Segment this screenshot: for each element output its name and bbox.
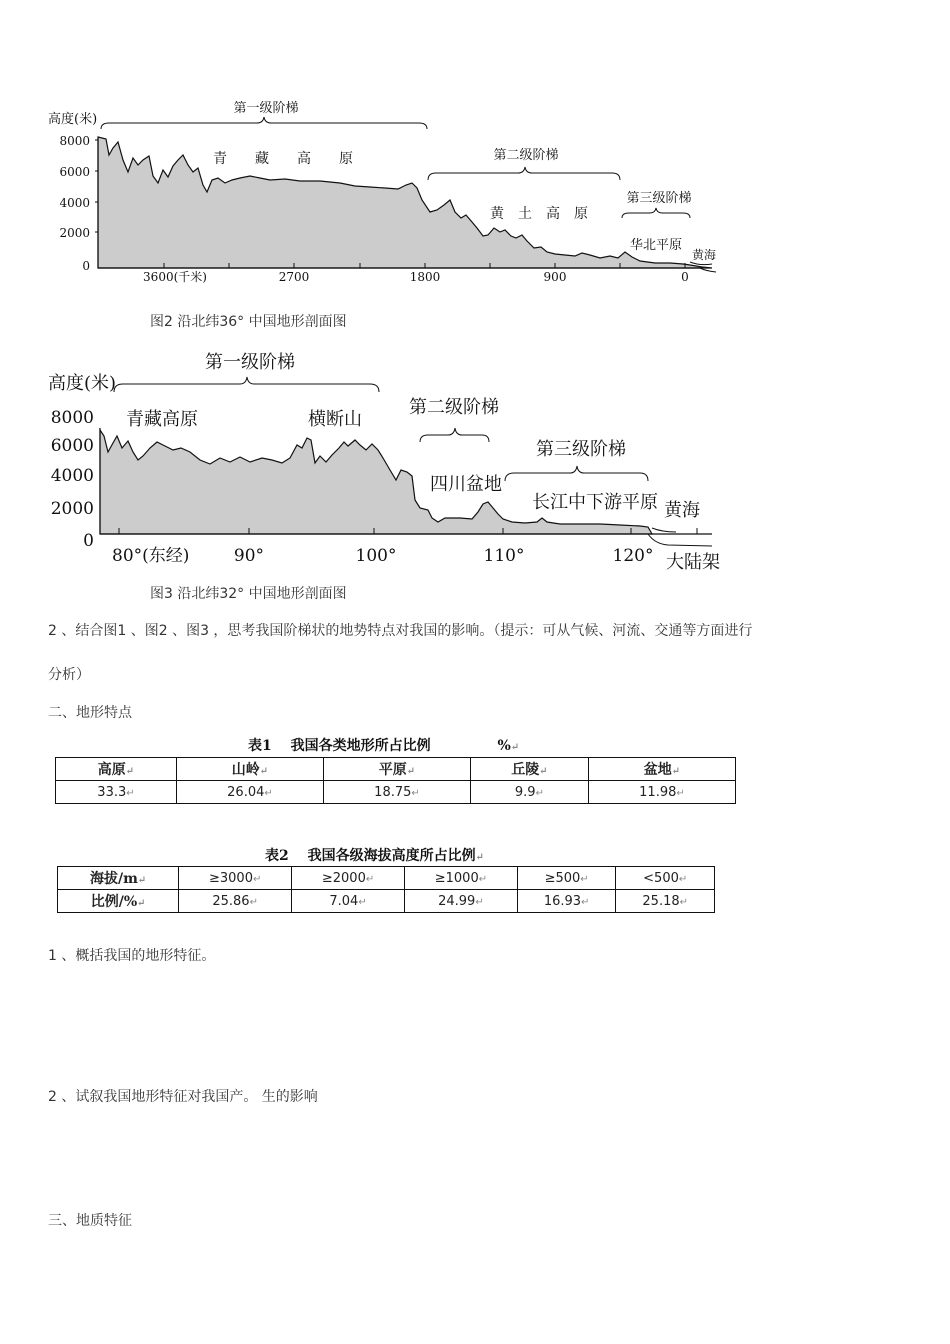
figure2-step2-label: 第二级阶梯 bbox=[493, 148, 559, 163]
table2-title-text: 表2 我国各级海拔高度所占比例 bbox=[265, 848, 476, 864]
table2-header-cell: ≥1000↵ bbox=[404, 867, 517, 890]
figure3-x-tick: 90° bbox=[233, 546, 265, 566]
table2-value-cell: 24.99↵ bbox=[404, 890, 517, 913]
table1-header-cell: 盆地↵ bbox=[588, 758, 735, 781]
figure2-y-label: 高度(米) bbox=[48, 112, 98, 127]
figure3-profile bbox=[0, 0, 950, 600]
table1 bbox=[55, 757, 736, 804]
figure3-step1-label: 第一级阶梯 bbox=[205, 352, 295, 373]
figure3-brace-step2 bbox=[420, 428, 489, 442]
figure3-brace-step1 bbox=[114, 377, 379, 392]
figure3-region-qingzang: 青藏高原 bbox=[126, 409, 198, 430]
figure2-y-tick: 4000 bbox=[59, 196, 90, 210]
table1-header-cell: 高原↵ bbox=[56, 758, 177, 781]
table2-header-cell: ≥2000↵ bbox=[292, 867, 405, 890]
figure3-caption: 图3 沿北纬32° 中国地形剖面图 bbox=[150, 586, 347, 602]
figure2-x-tick: 1800 bbox=[409, 270, 441, 284]
table2-row-label: 比例/%↵ bbox=[58, 890, 179, 913]
table1-value-cell: 33.3↵ bbox=[56, 781, 177, 804]
figure3-x-tick: 80°(东经) bbox=[112, 546, 190, 566]
table1-value-cell: 11.98↵ bbox=[588, 781, 735, 804]
figure2-step1-label: 第一级阶梯 bbox=[233, 101, 299, 116]
figure2-y-tick: 2000 bbox=[59, 226, 90, 240]
table2-row-label: 海拔/m↵ bbox=[58, 867, 179, 890]
figure2-y-tick: 0 bbox=[82, 259, 90, 273]
figure2-x-tick: 2700 bbox=[278, 270, 310, 284]
table-row bbox=[58, 890, 715, 913]
figure3-y-label: 高度(米) bbox=[48, 373, 117, 394]
figure2-caption: 图2 沿北纬36° 中国地形剖面图 bbox=[150, 314, 347, 330]
figure3-y-tick: 0 bbox=[83, 531, 94, 551]
figure3-sea-label: 黄海 bbox=[664, 500, 700, 521]
figure3-x-tick: 120° bbox=[612, 546, 654, 566]
question-2b: 2 、试叙我国地形特征对我国产。 生的影响 bbox=[48, 1089, 318, 1105]
figure3-y-tick: 6000 bbox=[50, 436, 94, 456]
table2 bbox=[57, 866, 715, 913]
table2-value-cell: 25.86↵ bbox=[179, 890, 292, 913]
section-2-heading: 二、地形特点 bbox=[48, 705, 132, 721]
figure3-step3-label: 第三级阶梯 bbox=[536, 439, 626, 460]
table1-title-text: 表1 我国各类地形所占比例 bbox=[248, 738, 431, 754]
table1-header-cell: 平原↵ bbox=[323, 758, 470, 781]
question-2: 2 、结合图1 、图2 、图3 ，思考我国阶梯状的地势特点对我国的影响。（提示：可从气候、河流、交通等方面进行 bbox=[48, 623, 753, 639]
figure3-x-tick: 110° bbox=[483, 546, 525, 566]
table2-header-cell: ≥3000↵ bbox=[179, 867, 292, 890]
table2-value-cell: 25.18↵ bbox=[616, 890, 715, 913]
table-row bbox=[58, 867, 715, 890]
table1-header-cell: 山岭↵ bbox=[176, 758, 323, 781]
figure3-brace-step3 bbox=[505, 466, 648, 481]
figure2-sea-label: 黄海 bbox=[692, 248, 717, 262]
table2-title: 表2 我国各级海拔高度所占比例↵ bbox=[265, 848, 485, 864]
question-1b: 1 、概括我国的地形特征。 bbox=[48, 948, 216, 964]
figure2-region-huangtu: 黄 土 高 原 bbox=[490, 206, 588, 222]
figure3-y-tick: 8000 bbox=[50, 408, 94, 428]
table1-unit: % bbox=[497, 738, 511, 754]
table2-value-cell: 7.04↵ bbox=[292, 890, 405, 913]
figure3-shelf-line bbox=[648, 528, 712, 546]
question-2-continued: 分析） bbox=[48, 667, 90, 683]
figure2-x-tick: 900 bbox=[543, 270, 567, 284]
figure2-region-huabei: 华北平原 bbox=[630, 238, 683, 253]
table2-header-cell: <500↵ bbox=[616, 867, 715, 890]
figure2-step3-label: 第三级阶梯 bbox=[626, 191, 692, 206]
figure2-region-qingzang: 青 藏 高 原 bbox=[213, 151, 353, 167]
figure3-shelf-label: 大陆架 bbox=[666, 552, 720, 573]
figure2-y-tick: 8000 bbox=[59, 134, 90, 148]
figure2-x-tick: 3600(千米) bbox=[143, 270, 207, 284]
table2-header-cell: ≥500↵ bbox=[517, 867, 616, 890]
figure3-x-tick: 100° bbox=[355, 546, 397, 566]
figure2-x-tick: 0 bbox=[681, 270, 689, 284]
figure2-y-tick: 6000 bbox=[59, 165, 90, 179]
table-row bbox=[56, 758, 736, 781]
section-3-heading: 三、地质特征 bbox=[48, 1213, 132, 1229]
figure3-region-changjiang: 长江中下游平原 bbox=[532, 492, 658, 513]
figure3-region-hengduan: 横断山 bbox=[308, 409, 362, 430]
table1-value-cell: 26.04↵ bbox=[176, 781, 323, 804]
figure3-step2-label: 第二级阶梯 bbox=[409, 397, 499, 418]
table1-value-cell: 18.75↵ bbox=[323, 781, 470, 804]
table1-header-cell: 丘陵↵ bbox=[470, 758, 588, 781]
figure3-region-sichuan: 四川盆地 bbox=[430, 474, 502, 495]
table-row bbox=[56, 781, 736, 804]
table2-value-cell: 16.93↵ bbox=[517, 890, 616, 913]
table1-title: 表1 我国各类地形所占比例 %↵ bbox=[248, 738, 520, 754]
table1-value-cell: 9.9↵ bbox=[470, 781, 588, 804]
figure3-y-tick: 2000 bbox=[50, 499, 94, 519]
figure3-y-tick: 4000 bbox=[50, 466, 94, 486]
